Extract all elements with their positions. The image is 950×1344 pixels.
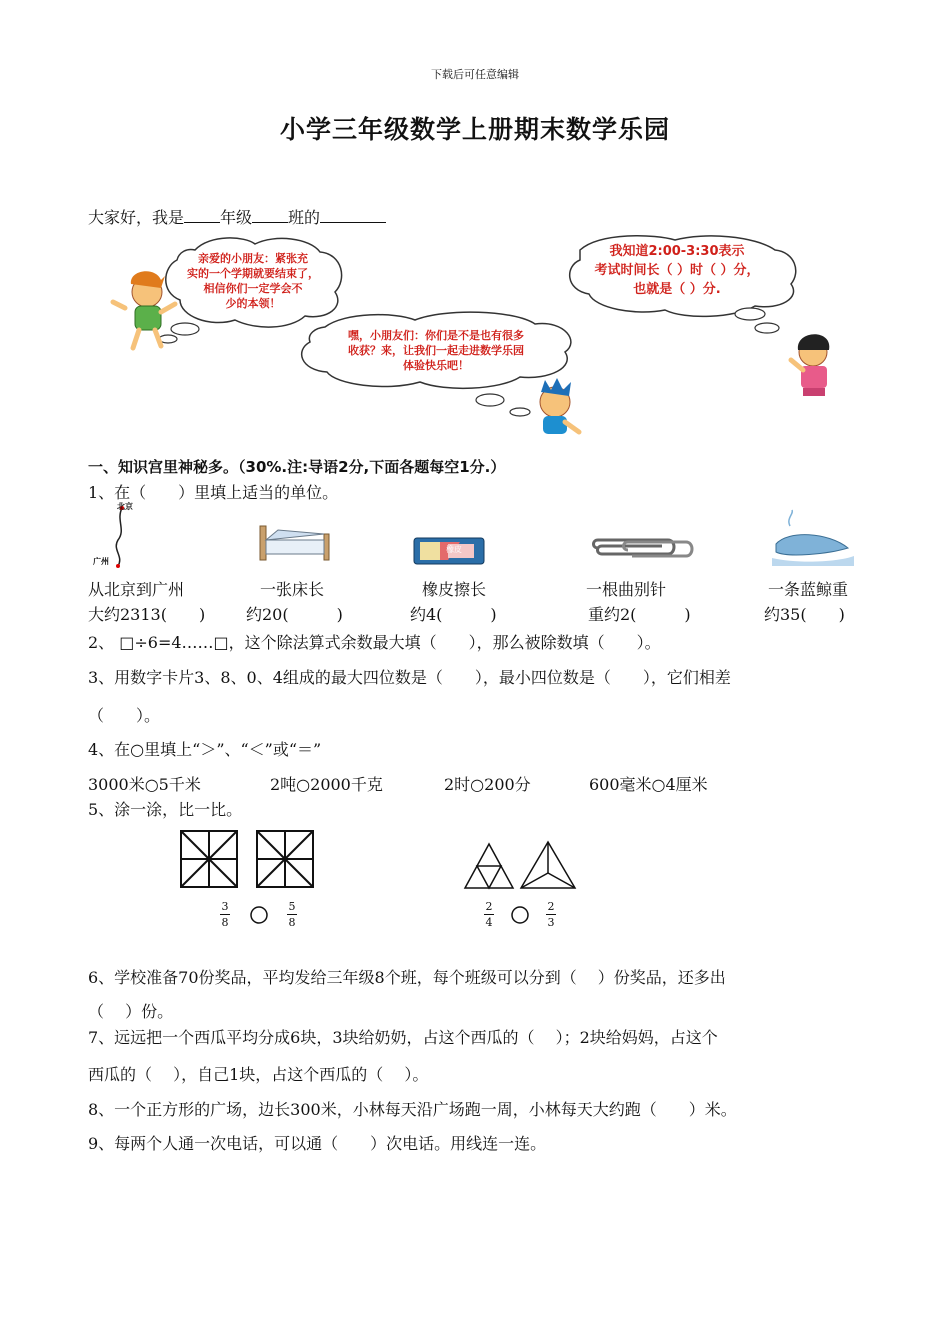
route-map-icon bbox=[116, 506, 124, 568]
q3-line-2: （ ）。 bbox=[88, 706, 161, 725]
q1-images bbox=[88, 500, 868, 572]
q2-line: 2、 □÷6=4……□，这个除法算式余数最大填（ ），那么被除数填（ ）。 bbox=[88, 633, 661, 652]
compare-circle[interactable] bbox=[249, 905, 269, 925]
denominator: 3 bbox=[547, 916, 555, 929]
q1-item-text: 大约2313( ) bbox=[88, 605, 206, 624]
map-label-guangzhou: 广州 bbox=[93, 557, 109, 566]
numerator: 2 bbox=[485, 900, 493, 913]
q8-line: 8、一个正方形的广场，边长300米，小林每天沿广场跑一周，小林每天大约跑（ ）米。 bbox=[88, 1100, 737, 1119]
right-bubble-dot bbox=[755, 323, 779, 333]
left-bubble-text bbox=[168, 251, 338, 311]
q4-item: 2时○200分 bbox=[444, 775, 531, 794]
eraser-label: 橡皮 bbox=[446, 545, 462, 554]
q1-item-name: 一根曲别针 bbox=[586, 580, 667, 599]
q5-prompt: 5、涂一涂，比一比。 bbox=[88, 800, 243, 819]
denominator: 8 bbox=[221, 916, 229, 929]
intro-text-1: 大家好，我是 bbox=[88, 208, 185, 227]
middle-bubble-dot bbox=[476, 394, 504, 406]
denominator: 4 bbox=[485, 916, 493, 929]
girl-character-right bbox=[791, 334, 829, 396]
q4-item: 2吨○2000千克 bbox=[270, 775, 383, 794]
middle-bubble-text bbox=[296, 328, 576, 373]
triangle-quarters bbox=[465, 844, 513, 888]
middle-bubble-line: 体验快乐吧！ bbox=[403, 359, 469, 372]
triangle-thirds bbox=[521, 842, 575, 888]
q4-prompt: 4、在○里填上“＞”、“＜”或“＝” bbox=[88, 740, 322, 759]
left-bubble-line: 少的本领！ bbox=[225, 297, 281, 310]
square-eighths-a bbox=[181, 831, 237, 887]
left-bubble-line: 相信你们一定学会不 bbox=[203, 282, 303, 295]
left-bubble-line: 亲爱的小朋友：紧张充 bbox=[198, 252, 308, 265]
q1-item-name: 一条蓝鲸重 bbox=[768, 580, 849, 599]
fraction-5-8 bbox=[284, 900, 300, 929]
header-note: 下载后可任意编辑 bbox=[431, 68, 519, 81]
middle-bubble-dot bbox=[510, 408, 530, 416]
fraction-bar bbox=[484, 914, 494, 915]
q4-item: 600毫米○4厘米 bbox=[589, 775, 708, 794]
q5-figures bbox=[178, 828, 588, 892]
fraction-3-8 bbox=[217, 900, 233, 929]
q1-item-text: 约20( ) bbox=[246, 605, 343, 624]
fraction-bar bbox=[220, 914, 230, 915]
map-label-beijing: 北京 bbox=[117, 502, 133, 511]
middle-bubble-line: 嘿，小朋友们：你们是不是也有很多 bbox=[348, 329, 524, 342]
fraction-bar bbox=[546, 914, 556, 915]
right-bubble-line: 考试时间长（ ）时（ ）分， bbox=[594, 263, 760, 278]
intro-text-2: 年级 bbox=[220, 208, 253, 227]
q1-item-name: 一张床长 bbox=[260, 580, 325, 599]
q6-line-1: 6、学校准备70份奖品，平均发给三年级8个班，每个班级可以分到（ ）份奖品，还多出 bbox=[88, 968, 726, 987]
left-bubble-line: 实的一个学期就要结束了， bbox=[187, 267, 319, 280]
q1-prompt: 1、在（ ）里填上适当的单位。 bbox=[88, 483, 339, 502]
paperclip-icon bbox=[594, 540, 693, 556]
right-bubble-text bbox=[568, 242, 786, 299]
fraction-2-4 bbox=[481, 900, 497, 929]
q7-line-1: 7、远远把一个西瓜平均分成6块，3块给奶奶，占这个西瓜的（ ）；2块给妈妈，占这个 bbox=[88, 1028, 718, 1047]
numerator: 2 bbox=[547, 900, 555, 913]
page-title: 小学三年级数学上册期末数学乐园 bbox=[279, 115, 670, 144]
name-blank bbox=[320, 222, 386, 223]
square-eighths-b bbox=[257, 831, 313, 887]
left-bubble-dot bbox=[171, 323, 199, 335]
intro-line bbox=[88, 205, 386, 228]
denominator: 8 bbox=[288, 916, 296, 929]
numerator: 5 bbox=[288, 900, 296, 913]
right-bubble-line: 也就是（ ）分. bbox=[633, 282, 721, 297]
intro-text-3: 班的 bbox=[288, 208, 321, 227]
fraction-2-3 bbox=[543, 900, 559, 929]
right-bubble-line: 我知道2:00-3:30表示 bbox=[609, 244, 745, 259]
q1-item-text: 约35( ) bbox=[764, 605, 845, 624]
q7-line-2: 西瓜的（ ），自己1块，占这个西瓜的（ ）。 bbox=[88, 1065, 429, 1084]
q1-item-name: 橡皮擦长 bbox=[422, 580, 487, 599]
section-1-heading: 一、知识宫里神秘多。（30%.注:导语2分,下面各题每空1分.） bbox=[88, 458, 506, 476]
q6-line-2: （ ）份。 bbox=[88, 1002, 174, 1021]
q3-line-1: 3、用数字卡片3、8、0、4组成的最大四位数是（ ），最小四位数是（ ），它们相差 bbox=[88, 668, 731, 687]
grade-blank bbox=[184, 222, 220, 223]
q1-item-text: 约4( ) bbox=[410, 605, 497, 624]
numerator: 3 bbox=[221, 900, 229, 913]
class-blank bbox=[252, 222, 288, 223]
bed-icon bbox=[260, 526, 329, 560]
blue-whale-icon bbox=[772, 510, 854, 566]
right-bubble-dot bbox=[735, 308, 765, 320]
middle-bubble-line: 收获？来，让我们一起走进数学乐园 bbox=[348, 344, 524, 357]
fraction-bar bbox=[287, 914, 297, 915]
q1-item-text: 重约2( ) bbox=[588, 605, 691, 624]
boy-character-middle bbox=[540, 378, 579, 434]
q4-item: 3000米○5千米 bbox=[88, 775, 201, 794]
compare-circle[interactable] bbox=[510, 905, 530, 925]
q1-item-name: 从北京到广州 bbox=[88, 580, 185, 599]
q9-line: 9、每两个人通一次电话，可以通（ ）次电话。用线连一连。 bbox=[88, 1134, 547, 1153]
